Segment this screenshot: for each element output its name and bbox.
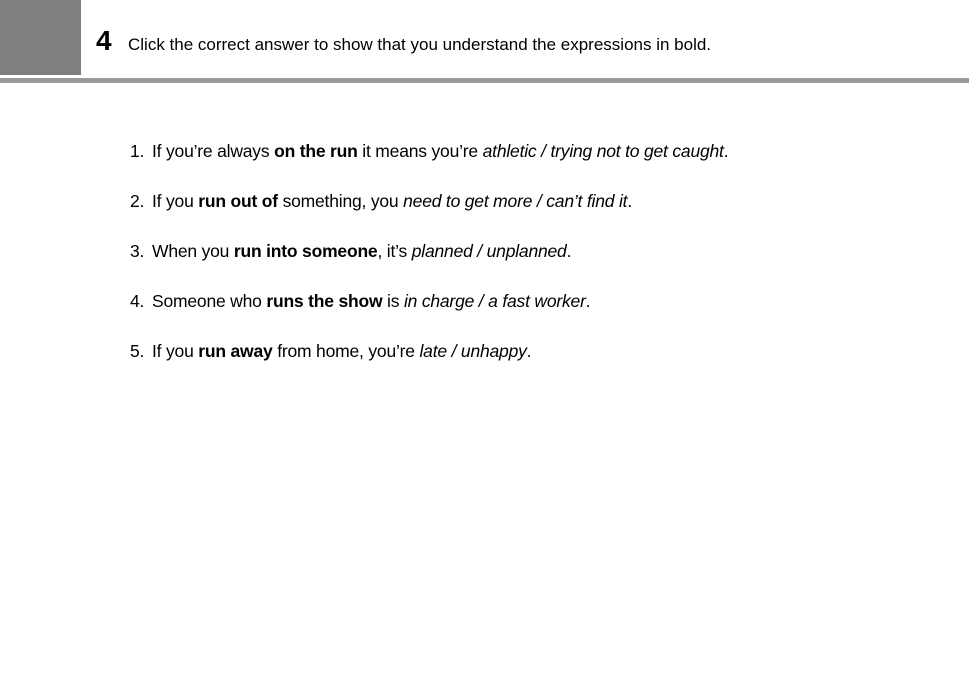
header-divider	[0, 78, 969, 83]
question-text: something, you	[277, 191, 404, 211]
question-end: .	[723, 141, 729, 161]
answer-option-b[interactable]: a fast worker	[488, 291, 586, 311]
question-text: Someone who	[152, 291, 267, 311]
answer-option-a[interactable]: athletic	[482, 141, 537, 161]
question-item-4	[130, 289, 728, 339]
answer-option-b[interactable]: can’t find it	[546, 191, 628, 211]
option-separator: /	[532, 191, 547, 211]
exercise-instruction: Click the correct answer to show that you understand the expressions in bold.	[128, 35, 712, 54]
question-end: .	[526, 341, 532, 361]
bold-expression: run away	[198, 341, 273, 361]
option-separator: /	[474, 291, 489, 311]
bold-expression: runs the show	[266, 291, 383, 311]
answer-option-a[interactable]: in charge	[403, 291, 475, 311]
answer-option-a[interactable]: need to get more	[403, 191, 533, 211]
question-text: , it’s	[377, 241, 412, 261]
question-number: 5.	[130, 341, 145, 361]
answer-option-b[interactable]: trying not to get caught	[550, 141, 724, 161]
answer-option-a[interactable]: late	[419, 341, 447, 361]
question-list	[130, 139, 728, 389]
header-gray-block	[0, 0, 81, 75]
question-text: When you	[152, 241, 234, 261]
question-text: is	[382, 291, 404, 311]
question-end: .	[585, 291, 591, 311]
question-number: 3.	[130, 241, 145, 261]
question-number: 1.	[130, 141, 145, 161]
question-number: 2.	[130, 191, 145, 211]
question-text: If you	[152, 341, 199, 361]
exercise-number: 4	[96, 25, 112, 56]
question-item-2	[130, 189, 728, 239]
question-end: .	[566, 241, 572, 261]
question-item-1	[130, 139, 728, 189]
answer-option-b[interactable]: unhappy	[460, 341, 527, 361]
option-separator: /	[536, 141, 551, 161]
question-end: .	[627, 191, 632, 211]
question-text: If you’re always	[152, 141, 275, 161]
question-number: 4.	[130, 291, 145, 311]
bold-expression: run into someone	[233, 241, 378, 261]
bold-expression: on the run	[274, 141, 358, 161]
option-separator: /	[446, 341, 461, 361]
option-separator: /	[472, 241, 487, 261]
bold-expression: run out of	[198, 191, 278, 211]
answer-option-b[interactable]: unplanned	[486, 241, 567, 261]
question-text: If you	[152, 191, 199, 211]
question-item-3	[130, 239, 728, 289]
answer-option-a[interactable]: planned	[411, 241, 473, 261]
question-text: it means you’re	[357, 141, 483, 161]
question-item-5	[130, 339, 728, 389]
question-text: from home, you’re	[272, 341, 420, 361]
